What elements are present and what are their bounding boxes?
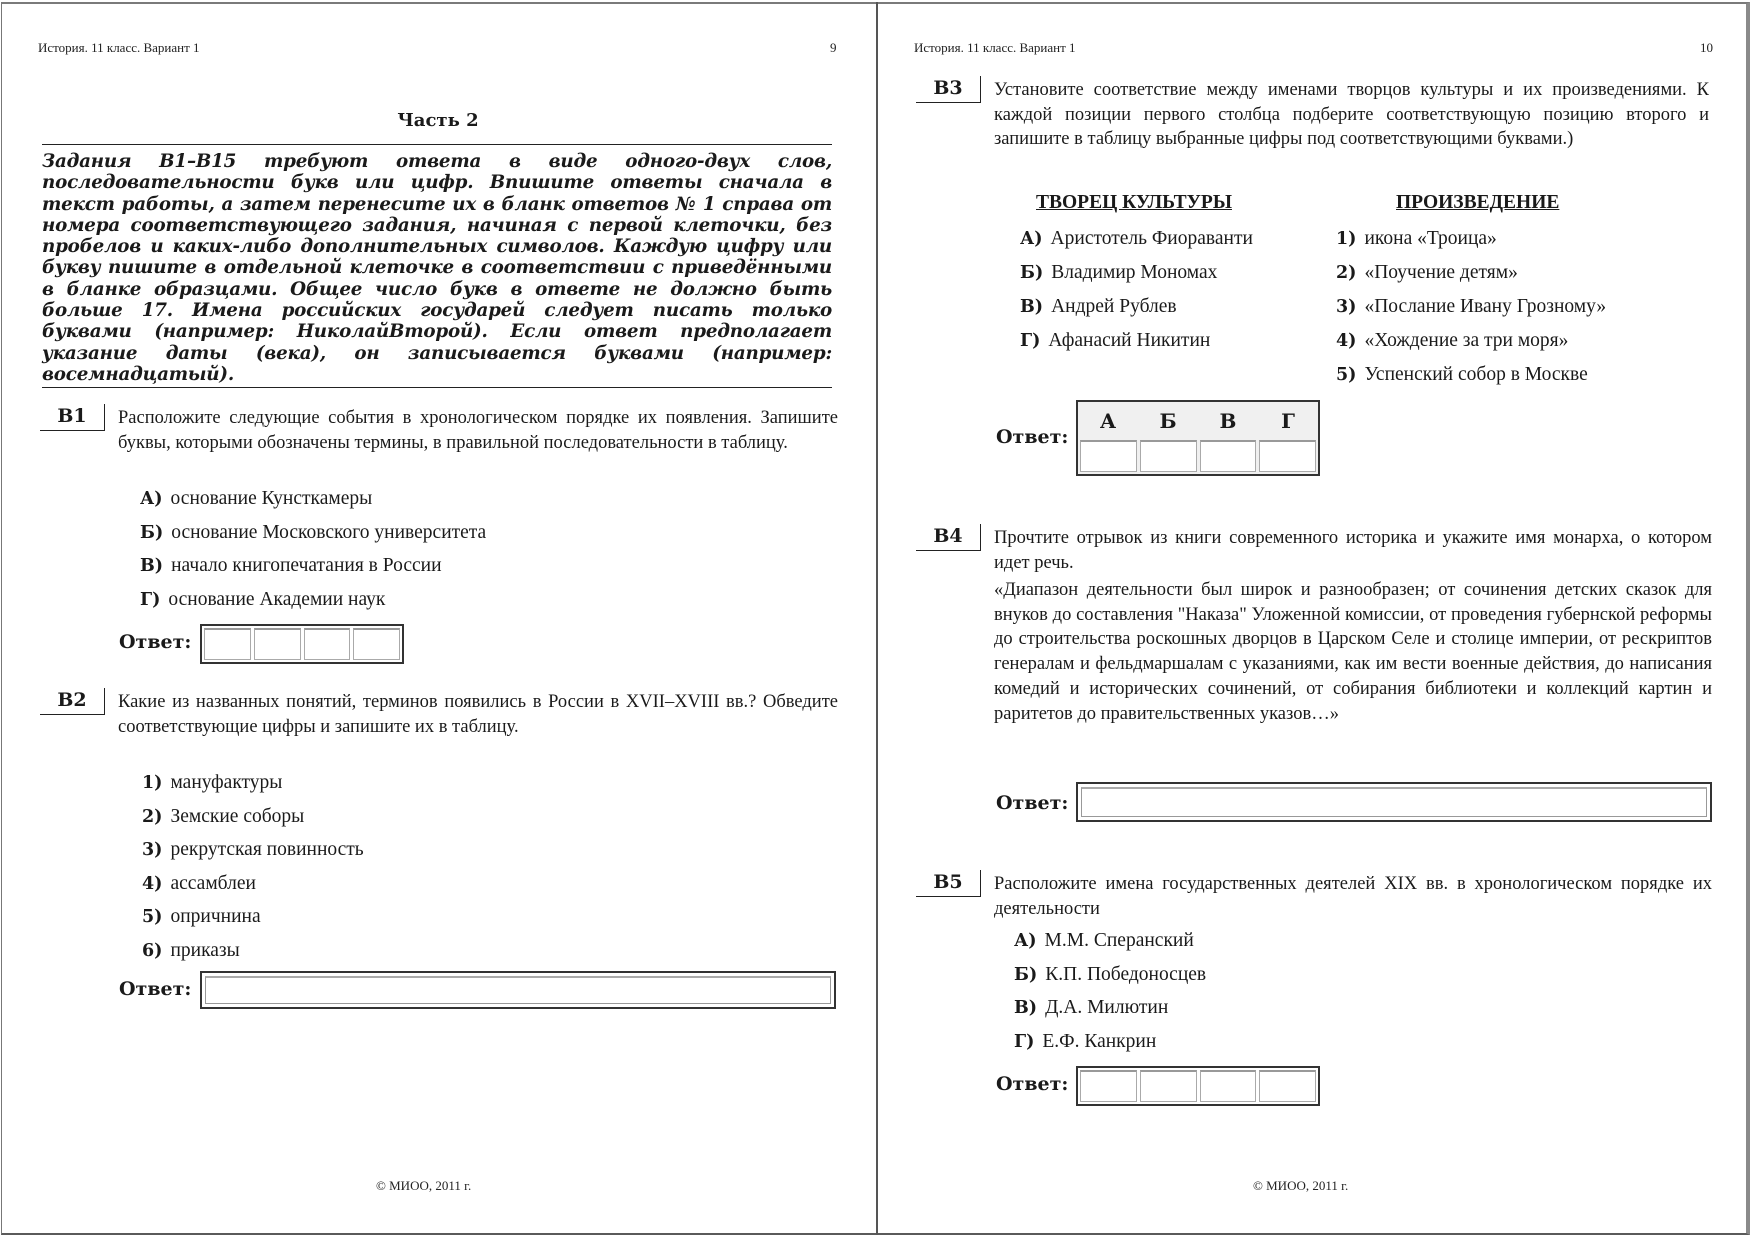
- page-number: 10: [1700, 40, 1713, 55]
- task-text: Установите соответствие между именами творцов культуры и их произведениями. К каждой позиции первого столбца подберите соответствующую позицию второго и запишите в таблицу выбранные цифры под соответствующими буквами.): [994, 80, 1709, 150]
- option: Г) Е.Ф. Канкрин: [1014, 1031, 1157, 1052]
- task-b3: [916, 76, 1716, 476]
- answer-cells[interactable]: [1076, 1066, 1320, 1106]
- work-option: 2) «Поучение детям»: [1336, 262, 1518, 283]
- creator-option: Г) Афанасий Никитин: [1020, 330, 1211, 351]
- work-option: 4) «Хождение за три моря»: [1336, 330, 1569, 351]
- task-number: В4: [916, 524, 981, 551]
- task-number: В3: [916, 76, 981, 103]
- option: 1) мануфактуры: [142, 772, 283, 793]
- answer-cell[interactable]: [1080, 440, 1137, 472]
- answer-cell[interactable]: [304, 628, 351, 660]
- task-text: Какие из названных понятий, терминов появились в России в XVII–XVIII вв.? Обведите соответствующие цифры и запишите их в таблицу.: [118, 692, 838, 737]
- answer-grid: [1076, 400, 1320, 476]
- answer-cell[interactable]: [1200, 440, 1257, 472]
- footer-copyright: © МИОО, 2011 г.: [1253, 1178, 1349, 1193]
- part-title: Часть 2: [397, 110, 479, 131]
- answer-cell[interactable]: [1259, 1070, 1316, 1102]
- option: 6) приказы: [142, 940, 240, 961]
- answer-cells[interactable]: [200, 624, 404, 664]
- option: Б) основание Московского университета: [140, 522, 487, 543]
- answer-column-header: А: [1099, 409, 1117, 433]
- answer-field[interactable]: [200, 971, 836, 1009]
- answer-field[interactable]: [1076, 782, 1712, 822]
- task-number: В2: [40, 688, 105, 715]
- answer-label: Ответ:: [996, 1073, 1069, 1095]
- option: Г) основание Академии наук: [140, 589, 386, 610]
- answer-label: Ответ:: [996, 426, 1069, 448]
- running-header: История. 11 класс. Вариант 1: [38, 40, 200, 55]
- creator-option: Б) Владимир Мономах: [1020, 262, 1218, 283]
- option: 4) ассамблеи: [142, 873, 256, 894]
- page-9: [0, 0, 876, 1239]
- task-text: Прочтите отрывок из книги современного историка и укажите имя монарха, о котором идет речь.: [994, 528, 1712, 573]
- answer-cell[interactable]: [353, 628, 400, 660]
- task-b4: [916, 524, 1716, 824]
- task-b5: [916, 870, 1716, 1110]
- task-b2: [40, 688, 840, 1018]
- answer-cell[interactable]: [204, 628, 251, 660]
- option: 2) Земские соборы: [142, 806, 305, 827]
- option: А) М.М. Сперанский: [1014, 930, 1194, 951]
- task-number: В1: [40, 404, 105, 431]
- creator-option: В) Андрей Рублев: [1020, 296, 1177, 317]
- answer-label: Ответ:: [996, 792, 1069, 814]
- column-header-creator: ТВОРЕЦ КУЛЬТУРЫ: [1036, 192, 1232, 213]
- task-text: Расположите следующие события в хронологическом порядке их появления. Запишите буквы, которыми обозначены термины, в правильной последовательности в таблицу.: [118, 408, 838, 453]
- task-number: В5: [916, 870, 981, 897]
- option: 5) опричнина: [142, 906, 261, 927]
- page-10: [878, 0, 1754, 1239]
- column-header-work: ПРОИЗВЕДЕНИЕ: [1396, 192, 1560, 213]
- task-text: Расположите имена государственных деятелей XIX вв. в хронологическом порядке их деятельности: [994, 874, 1712, 919]
- work-option: 5) Успенский собор в Москве: [1336, 364, 1588, 385]
- answer-label: Ответ:: [119, 631, 192, 653]
- quote-text: «Диапазон деятельности был широк и разнообразен; от сочинения детских сказок для внуков до составления "Наказа" Уложенной комиссии, от проведения губернской реформы до строительства роскошных дворцов в Царском Селе и столице империи, от рескриптов генералам и фельдмаршалам с указаниями, как им вести военные действия, до написания комедий и исторических сочинений, от собирания библиотеки и коллекций картин и раритетов до правительственных указов…»: [994, 580, 1712, 724]
- instructions: Задания В1–В15 требуют ответа в виде одного-двух слов, последовательности букв или цифр. Впишите ответы сначала в текст работы, а затем перенесите их в бланк ответов № 1 справа от номера соответствующего задания, начиная с первой клеточки, без пробелов и каких-либо дополнительных символов. Каждую цифру или букву пишите в отдельной клеточке в соответствии с приведёнными в бланке образцами. Общее число букв в ответе не должно быть больше 17. Имена российских государей следует писать только буквами (например: НиколайВторой). Если ответ предполагает указание даты (века), он записывается буквами (например: восемнадцатый).: [42, 144, 832, 388]
- answer-cell[interactable]: [1080, 1070, 1137, 1102]
- option: А) основание Кунсткамеры: [140, 488, 373, 509]
- answer-cell[interactable]: [1140, 440, 1197, 472]
- option: В) начало книгопечатания в России: [140, 555, 442, 576]
- creator-option: А) Аристотель Фиораванти: [1020, 228, 1253, 249]
- work-option: 3) «Послание Ивану Грозному»: [1336, 296, 1607, 317]
- answer-column-header: Б: [1159, 409, 1177, 433]
- answer-label: Ответ:: [119, 978, 192, 1000]
- answer-cell[interactable]: [254, 628, 301, 660]
- option: В) Д.А. Милютин: [1014, 997, 1169, 1018]
- task-b1: [40, 404, 840, 674]
- answer-cell[interactable]: [1259, 440, 1316, 472]
- work-option: 1) икона «Троица»: [1336, 228, 1497, 249]
- option: 3) рекрутская повинность: [142, 839, 364, 860]
- answer-column-header: Г: [1281, 409, 1295, 433]
- answer-column-header: В: [1219, 409, 1237, 433]
- option: Б) К.П. Победоносцев: [1014, 964, 1207, 985]
- answer-cell[interactable]: [1200, 1070, 1257, 1102]
- running-header: История. 11 класс. Вариант 1: [914, 40, 1076, 55]
- footer-copyright: © МИОО, 2011 г.: [376, 1178, 472, 1193]
- answer-cell[interactable]: [1140, 1070, 1197, 1102]
- page-number: 9: [830, 40, 837, 55]
